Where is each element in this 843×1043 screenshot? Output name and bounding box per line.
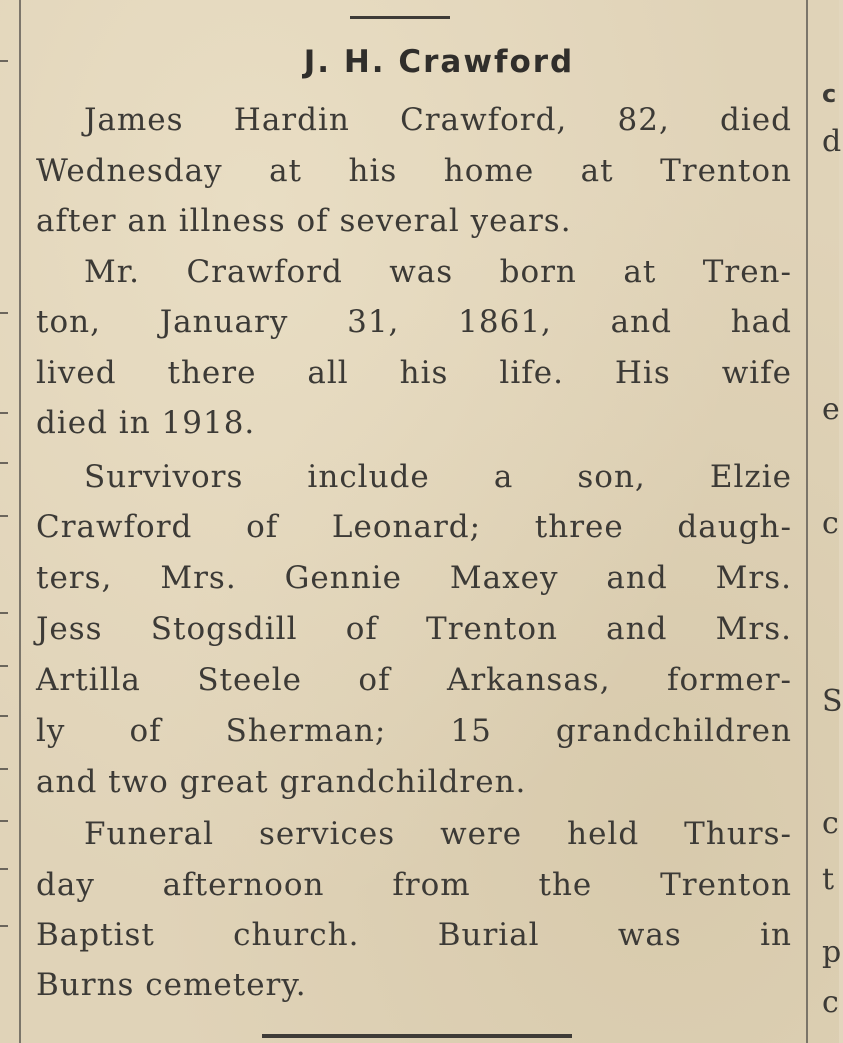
article-line: ton, January 31, 1861, and had	[36, 304, 792, 340]
article-line: ters, Mrs. Gennie Maxey and Mrs.	[36, 560, 792, 596]
article-line: Wednesday at his home at Trenton	[36, 153, 792, 189]
obituary-headline: J. H. Crawford	[303, 44, 575, 80]
adjacent-column-fragment: c	[822, 506, 839, 541]
left-column-fragment-mark	[0, 312, 8, 314]
article-line: Crawford of Leonard; three daugh-	[36, 509, 792, 545]
article-line: Baptist church. Burial was in	[36, 917, 792, 953]
article-line: Burns cemetery.	[36, 967, 307, 1003]
adjacent-column-fragment: t	[822, 862, 835, 897]
left-column-fragment-mark	[0, 768, 8, 770]
left-column-fragment-mark	[0, 462, 8, 464]
left-column-fragment-mark	[0, 412, 8, 414]
adjacent-column-fragment: c	[822, 80, 837, 108]
left-column-fragment-mark	[0, 515, 8, 517]
adjacent-column-fragment: e	[822, 392, 840, 427]
adjacent-column-fragment: p	[822, 935, 842, 970]
adjacent-column-fragment: c	[822, 985, 839, 1020]
article-line: Survivors include a son, Elzie	[84, 459, 792, 495]
bottom-divider	[262, 1034, 572, 1038]
article-line: Funeral services were held Thurs-	[84, 816, 792, 852]
left-column-fragment-mark	[0, 820, 8, 822]
left-column-fragment-mark	[0, 60, 8, 62]
right-column-rule	[806, 0, 808, 1043]
article-line: James Hardin Crawford, 82, died	[84, 102, 792, 138]
article-line: ly of Sherman; 15 grandchildren	[36, 713, 792, 749]
article-line: and two great grandchildren.	[36, 764, 527, 800]
left-column-rule	[19, 0, 21, 1043]
adjacent-column-fragment: S	[822, 684, 843, 719]
article-line: after an illness of several years.	[36, 203, 572, 239]
left-column-fragment-mark	[0, 612, 8, 614]
article-line: Artilla Steele of Arkansas, former-	[36, 662, 792, 698]
article-line: day afternoon from the Trenton	[36, 867, 792, 903]
left-column-fragment-mark	[0, 925, 8, 927]
adjacent-column-fragment: c	[822, 806, 839, 841]
article-line: died in 1918.	[36, 405, 256, 441]
left-column-fragment-mark	[0, 665, 8, 667]
article-line: Jess Stogsdill of Trenton and Mrs.	[36, 611, 792, 647]
adjacent-column-fragment: d	[822, 124, 842, 159]
article-line: Mr. Crawford was born at Tren-	[84, 254, 792, 290]
article-line: lived there all his life. His wife	[36, 355, 792, 391]
left-column-fragment-mark	[0, 868, 8, 870]
top-divider	[350, 16, 450, 19]
left-column-fragment-mark	[0, 715, 8, 717]
